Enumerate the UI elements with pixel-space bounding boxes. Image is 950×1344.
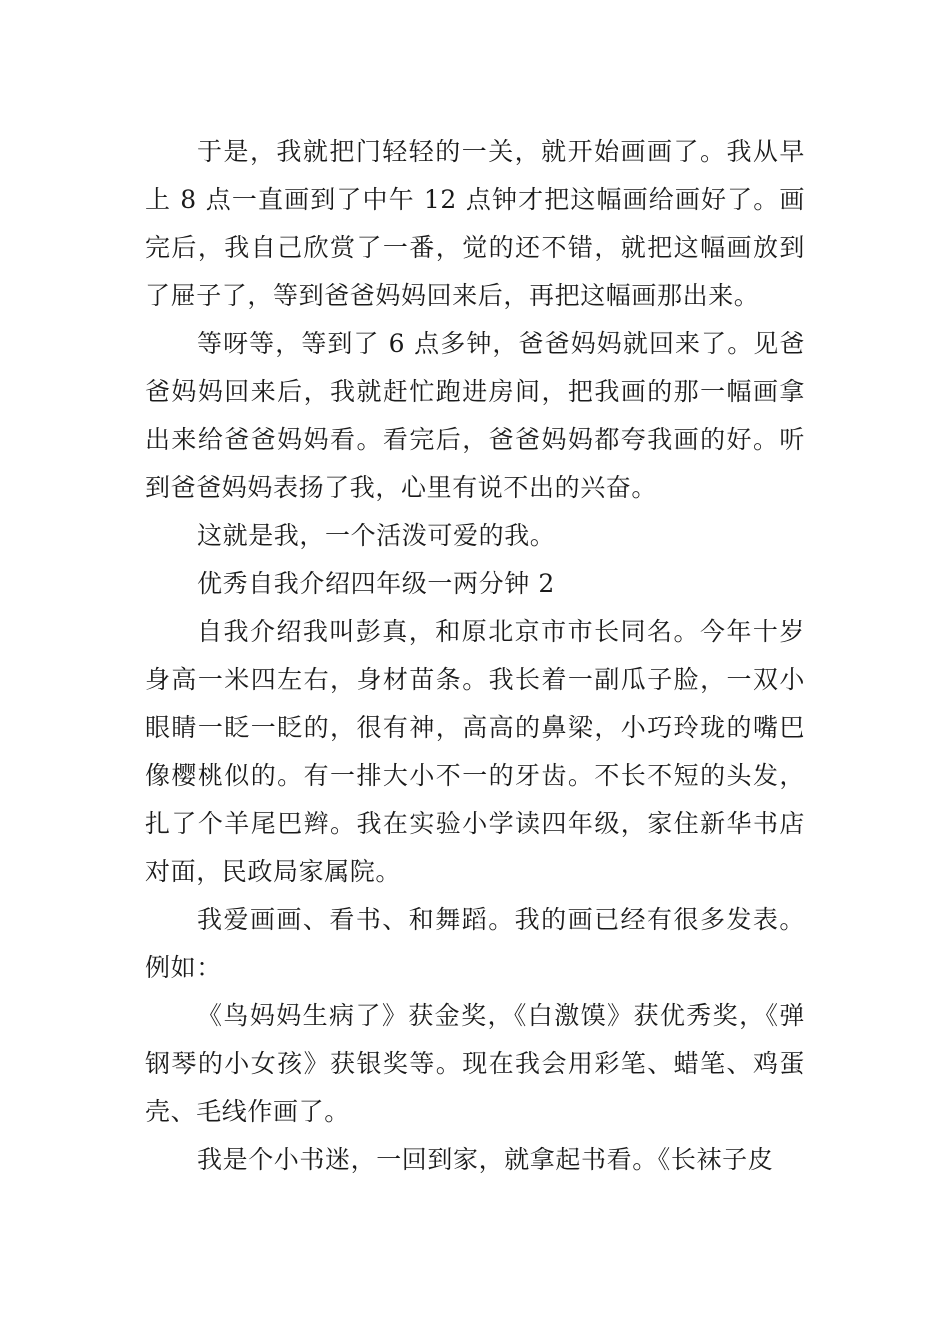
paragraph-bookworm: 我是个小书迷，一回到家，就拿起书看。《长袜子皮 <box>197 1145 774 1174</box>
paragraph-conclusion: 这就是我，一个活泼可爱的我。 <box>197 521 556 550</box>
paragraph-drawing: 于是，我就把门轻轻的一关，就开始画画了。我从早上 8 点一直画到了中午 12 点钟才把这幅画给画好了。画完后，我自己欣赏了一番，觉的还不错，就把这幅画放到了屉子了，等到爸爸妈妈回来后，再把这幅画那出来。 <box>145 137 805 310</box>
paragraph-parents-return: 等呀等，等到了 6 点多钟，爸爸妈妈就回来了。见爸爸妈妈回来后，我就赶忙跑进房间，把我画的那一幅画拿出来给爸爸妈妈看。看完后，爸爸妈妈都夸我画的好。听到爸爸妈妈表扬了我，心里有说不出的兴奋。 <box>145 329 805 502</box>
paragraph-hobbies: 我爱画画、看书、和舞蹈。我的画已经有很多发表。例如： <box>145 905 805 982</box>
paragraph-awards: 《鸟妈妈生病了》获金奖，《白激馍》获优秀奖，《弹钢琴的小女孩》获银奖等。现在我会用彩笔、蜡笔、鸡蛋壳、毛线作画了。 <box>145 1001 805 1126</box>
section-heading: 优秀自我介绍四年级一两分钟 2 <box>197 569 555 598</box>
document-body <box>145 128 805 1184</box>
paragraph-self-intro: 自我介绍我叫彭真，和原北京市市长同名。今年十岁身高一米四左右，身材苗条。我长着一副瓜子脸，一双小眼睛一眨一眨的，很有神，高高的鼻梁，小巧玲珑的嘴巴像樱桃似的。有一排大小不一的牙齿。不长不短的头发，扎了个羊尾巴辫。我在实验小学读四年级，家住新华书店对面，民政局家属院。 <box>145 617 805 886</box>
